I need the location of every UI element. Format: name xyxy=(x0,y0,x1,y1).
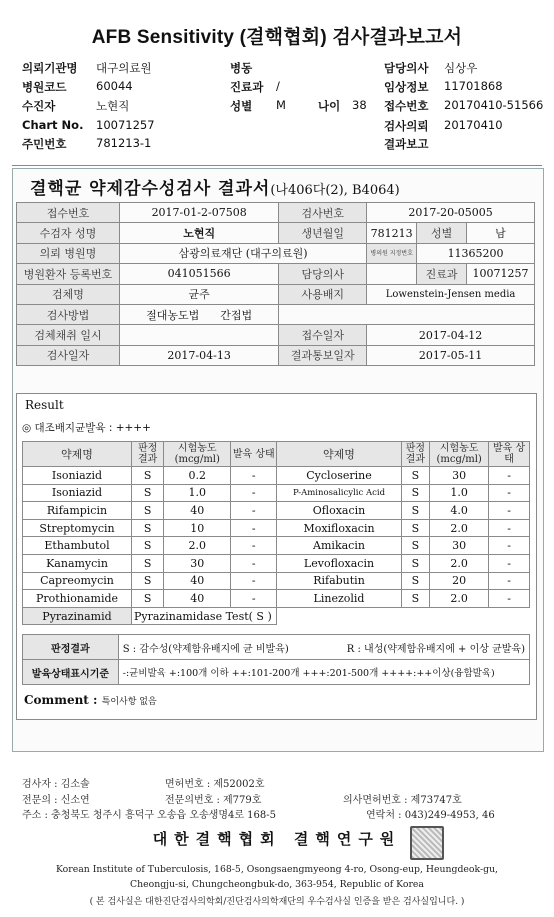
drug-growth-cell: - xyxy=(489,590,530,608)
col-header: 판정 결과 xyxy=(401,442,430,467)
cell-label: 검체명 xyxy=(17,284,120,304)
drug-name-cell: Ethambutol xyxy=(23,537,132,555)
footer-license: 면허번호 : 제52002호 xyxy=(165,779,265,790)
legend-label: 발육상태표시기준 xyxy=(23,660,119,685)
table-header-row xyxy=(23,442,530,467)
header-label: 임상정보 xyxy=(384,80,429,94)
col-header: 발육 상태 xyxy=(231,442,277,467)
cell-value xyxy=(367,264,417,284)
cell-label: 결과통보일자 xyxy=(279,345,367,365)
divider xyxy=(12,165,542,166)
cell-empty xyxy=(279,304,535,324)
cell-label: 검체채취 일시 xyxy=(17,325,120,345)
header-value: 60044 xyxy=(96,79,133,93)
table-row xyxy=(23,607,530,625)
drug-conc-cell: 2.0 xyxy=(430,590,489,608)
drug-name-cell: Isoniazid xyxy=(23,484,132,502)
cell-value xyxy=(119,325,278,345)
legend-label: 판정결과 xyxy=(23,635,119,660)
age-value: 38 xyxy=(352,98,367,112)
cell-label: 병원환자 등록번호 xyxy=(17,264,120,284)
drug-name-cell: Capreomycin xyxy=(23,572,132,590)
drug-growth-cell: - xyxy=(231,519,277,537)
header-label: 결과보고 xyxy=(384,137,429,151)
patient-info-table xyxy=(16,202,535,366)
drug-growth-cell: - xyxy=(489,572,530,590)
drug-result-cell: S xyxy=(131,484,163,502)
report-title-text: 결핵균 약제감수성검사 결과서 xyxy=(30,179,271,199)
drug-conc-cell: 20 xyxy=(430,572,489,590)
comment xyxy=(24,693,157,707)
drug-result-cell: S xyxy=(401,467,430,485)
drug-growth-cell: - xyxy=(231,502,277,520)
col-header: 약제명 xyxy=(277,442,401,467)
col-header: 판정 결과 xyxy=(131,442,163,467)
drug-growth-cell: - xyxy=(231,590,277,608)
drug-growth-cell: - xyxy=(231,572,277,590)
drug-result-cell: S xyxy=(401,537,430,555)
cell-label: 접수일자 xyxy=(279,325,367,345)
drug-result-cell: S xyxy=(131,519,163,537)
footer-contact: 연락처 : 043)249-4953, 46 xyxy=(366,810,495,821)
cell-empty xyxy=(277,607,530,625)
drug-conc-cell: 40 xyxy=(164,590,231,608)
drug-name-cell: Ofloxacin xyxy=(277,502,401,520)
drug-conc-cell: 30 xyxy=(164,554,231,572)
cell-label: 담당의사 xyxy=(279,264,367,284)
drug-table xyxy=(22,441,530,625)
result-label: Result xyxy=(25,398,64,412)
drug-growth-cell: - xyxy=(231,537,277,555)
table-row xyxy=(17,243,535,263)
header-label: 주민번호 xyxy=(22,137,67,151)
comment-label: Comment : xyxy=(24,693,98,707)
method-b: 간접법 xyxy=(220,308,253,322)
table-row xyxy=(17,304,535,324)
drug-growth-cell: - xyxy=(489,519,530,537)
drug-result-cell: S xyxy=(401,590,430,608)
cell-label: 성별 xyxy=(417,223,467,243)
cell-value: 삼광의료재단 (대구의료원) xyxy=(119,243,366,263)
footer-doctor-license: 의사면허번호 : 제73747호 xyxy=(343,795,462,806)
drug-result-cell: S xyxy=(401,519,430,537)
table-row xyxy=(17,264,535,284)
header-value: / xyxy=(276,79,280,93)
drug-conc-cell: 40 xyxy=(164,502,231,520)
header-label: 나이 xyxy=(318,99,341,113)
table-row xyxy=(23,502,530,520)
drug-name-cell: Rifabutin xyxy=(277,572,401,590)
drug-name-cell: P-Aminosalicylic Acid xyxy=(277,484,401,502)
cell-label: 생년월일 xyxy=(279,223,367,243)
official-seal xyxy=(410,826,444,860)
header-label: 진료과 xyxy=(230,80,264,94)
header-value: 대구의료원 xyxy=(96,61,152,75)
drug-result-cell: S xyxy=(131,502,163,520)
drug-conc-cell: 4.0 xyxy=(430,502,489,520)
cell-value: 균주 xyxy=(119,284,278,304)
drug-conc-cell: 1.0 xyxy=(430,484,489,502)
table-row xyxy=(23,635,530,660)
header-value: 20170410-51566 xyxy=(444,98,544,112)
pza-result: Pyrazinamidase Test( S ) xyxy=(131,607,276,625)
cell-value: 2017-20-05005 xyxy=(367,203,535,223)
drug-name-cell: Isoniazid xyxy=(23,467,132,485)
drug-conc-cell: 30 xyxy=(430,537,489,555)
cell-value: 2017-05-11 xyxy=(367,345,535,365)
drug-result-cell: S xyxy=(401,572,430,590)
legend-growth: -:균비발육 +:100개 이하 ++:101-200개 +++:201-500개 ++++:++이상(융합발육) xyxy=(118,660,529,685)
table-row xyxy=(23,590,530,608)
footer-en-address-1: Korean Institute of Tuberculosis, 168-5, Osongsaengmyeong 4-ro, Osong-eup, Heungdeok-gu, xyxy=(55,864,499,875)
table-row xyxy=(17,223,535,243)
drug-growth-cell: - xyxy=(489,484,530,502)
col-header: 시험농도 (mcg/ml) xyxy=(430,442,489,467)
cell-value: 10071257 xyxy=(467,264,535,284)
cell-value: 041051566 xyxy=(119,264,278,284)
cell-value: 노현직 xyxy=(119,223,278,243)
table-row xyxy=(23,519,530,537)
cell-label: 접수번호 xyxy=(17,203,120,223)
drug-growth-cell: - xyxy=(489,554,530,572)
drug-growth-cell: - xyxy=(231,467,277,485)
table-row xyxy=(17,284,535,304)
cell-label: 진료과 xyxy=(417,264,467,284)
header-label: 수진자 xyxy=(22,99,56,113)
drug-result-cell: S xyxy=(401,484,430,502)
header-label: 의뢰기관명 xyxy=(22,61,78,75)
header-value: 11701868 xyxy=(444,79,503,93)
cell-label: 검사방법 xyxy=(17,304,120,324)
drug-conc-cell: 30 xyxy=(430,467,489,485)
control-growth: ◎ 대조배지균발육 : ++++ xyxy=(22,422,151,434)
table-row xyxy=(17,325,535,345)
legend-s: S : 감수성(약제함유배지에 균 비발육) xyxy=(118,635,324,660)
drug-conc-cell: 2.0 xyxy=(430,519,489,537)
cell-value: 2017-04-13 xyxy=(119,345,278,365)
header-label: 검사의뢰 xyxy=(384,119,429,133)
drug-conc-cell: 2.0 xyxy=(430,554,489,572)
footer-tester: 검사자 : 김소솔 xyxy=(22,779,90,790)
cell-label: 수검자 성명 xyxy=(17,223,120,243)
drug-name-cell: Kanamycin xyxy=(23,554,132,572)
cell-value: 11365200 xyxy=(417,243,535,263)
org-name: 대한결핵협회 결핵연구원 xyxy=(152,830,402,848)
drug-growth-cell: - xyxy=(489,467,530,485)
drug-result-cell: S xyxy=(131,537,163,555)
table-row xyxy=(17,203,535,223)
col-header: 발육 상태 xyxy=(489,442,530,467)
footer-cert-note: ( 본 검사실은 대한진단검사의학회/진단검사의학재단의 우수검사실 인증을 받은 검사실입니다. ) xyxy=(89,897,465,907)
table-row xyxy=(23,537,530,555)
drug-name-cell: Cycloserine xyxy=(277,467,401,485)
legend-table xyxy=(22,634,530,685)
comment-text: 특이사항 없음 xyxy=(101,697,157,707)
header-value: M xyxy=(276,98,286,112)
pza-name: Pyrazinamid xyxy=(23,607,132,625)
drug-growth-cell: - xyxy=(489,502,530,520)
drug-conc-cell: 0.2 xyxy=(164,467,231,485)
drug-result-cell: S xyxy=(401,554,430,572)
table-row xyxy=(17,345,535,365)
footer-address: 주소 : 충청북도 청주시 흥덕구 오송읍 오송생명4로 168-5 xyxy=(22,810,277,821)
drug-name-cell: Moxifloxacin xyxy=(277,519,401,537)
drug-growth-cell: - xyxy=(489,537,530,555)
cell-value: 2017-04-12 xyxy=(367,325,535,345)
col-header: 약제명 xyxy=(23,442,132,467)
header-label: 병동 xyxy=(230,61,253,75)
table-row xyxy=(23,554,530,572)
header-value: 10071257 xyxy=(96,118,155,132)
cell-value: 781213 xyxy=(367,223,417,243)
header-label: 성별 xyxy=(230,99,253,113)
cell-label: 검사일자 xyxy=(17,345,120,365)
drug-result-cell: S xyxy=(131,572,163,590)
cell-value xyxy=(119,304,278,324)
cell-label: 검사번호 xyxy=(279,203,367,223)
header-label: 접수번호 xyxy=(384,99,429,113)
header-value: 심상우 xyxy=(444,61,478,75)
drug-name-cell: Streptomycin xyxy=(23,519,132,537)
table-row xyxy=(23,572,530,590)
drug-name-cell: Amikacin xyxy=(277,537,401,555)
cell-label: 의뢰 병원명 xyxy=(17,243,120,263)
drug-result-cell: S xyxy=(131,554,163,572)
header-value: 노현직 xyxy=(96,99,130,113)
drug-name-cell: Rifampicin xyxy=(23,502,132,520)
drug-conc-cell: 10 xyxy=(164,519,231,537)
report-title xyxy=(30,174,400,199)
drug-conc-cell: 40 xyxy=(164,572,231,590)
cell-value: 2017-01-2-07508 xyxy=(119,203,278,223)
cell-label: 사용배지 xyxy=(279,284,367,304)
drug-growth-cell: - xyxy=(231,554,277,572)
cell-value: 남 xyxy=(467,223,535,243)
drug-name-cell: Prothionamide xyxy=(23,590,132,608)
footer-en-address-2: Cheongju-si, Chungcheongbuk-do, 363-954, Republic of Korea xyxy=(130,879,424,890)
drug-result-cell: S xyxy=(131,467,163,485)
drug-conc-cell: 2.0 xyxy=(164,537,231,555)
table-row xyxy=(23,484,530,502)
report-title-suffix: (나406다(2), B4064) xyxy=(270,183,400,198)
header-value: 781213-1 xyxy=(96,136,152,150)
drug-growth-cell: - xyxy=(231,484,277,502)
header-label: 병원코드 xyxy=(22,80,67,94)
footer-specialist-no: 전문의번호 : 제779호 xyxy=(165,795,262,806)
drug-conc-cell: 1.0 xyxy=(164,484,231,502)
table-row xyxy=(23,660,530,685)
header-label: Chart No. xyxy=(22,118,84,132)
drug-name-cell: Linezolid xyxy=(277,590,401,608)
drug-name-cell: Levofloxacin xyxy=(277,554,401,572)
cell-value: Lowenstein-Jensen media xyxy=(367,284,535,304)
drug-result-cell: S xyxy=(131,590,163,608)
drug-result-cell: S xyxy=(401,502,430,520)
header-value: 20170410 xyxy=(444,118,503,132)
method-a: 절대농도법 xyxy=(146,308,200,322)
table-row xyxy=(23,467,530,485)
page-title: AFB Sensitivity (결핵협회) 검사결과보고서 xyxy=(91,27,463,48)
col-header: 시험농도 (mcg/ml) xyxy=(164,442,231,467)
header-label: 담당의사 xyxy=(384,61,429,75)
footer-specialist: 전문의 : 신소연 xyxy=(22,795,90,806)
cell-label: 병의원 지정번호 xyxy=(367,243,417,263)
legend-r: R : 내성(약제함유배지에 + 이상 균발육) xyxy=(324,635,530,660)
